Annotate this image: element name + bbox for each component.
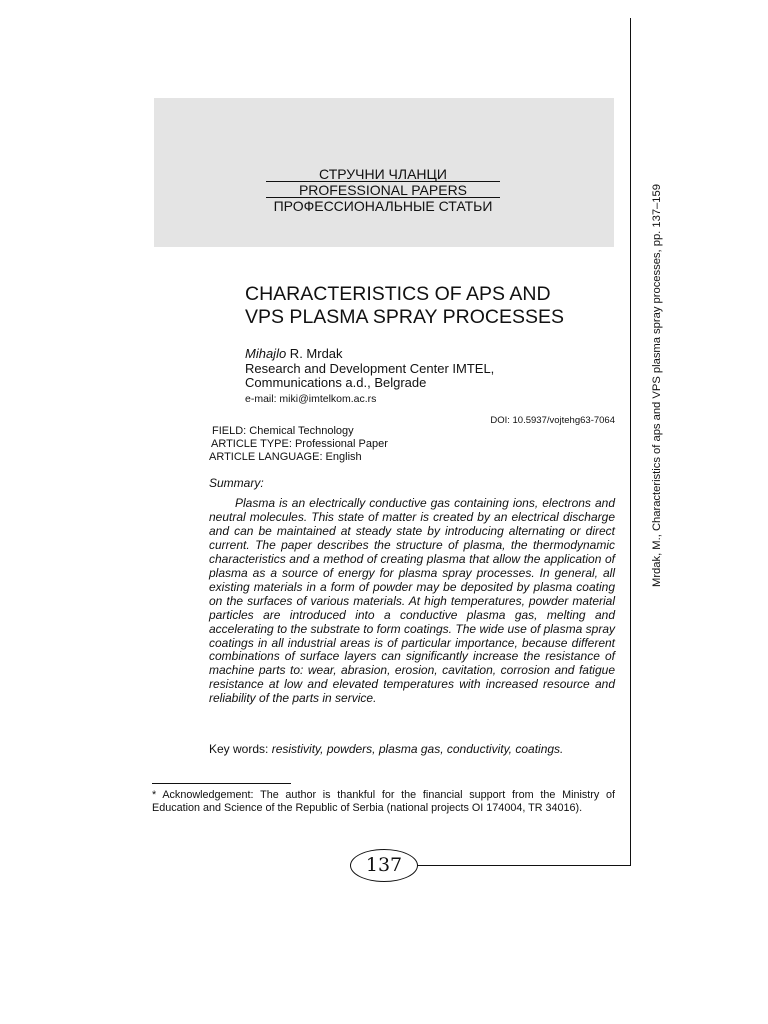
keywords-values: resistivity, powders, plasma gas, conductivity, coatings. [271,742,564,756]
footnote-divider [152,783,291,784]
section-heading-english: PROFESSIONAL PAPERS [298,182,468,198]
field-label: FIELD: Chemical Technology [212,425,354,437]
article-title [245,283,605,329]
doi[interactable]: DOI: 10.5937/vojtehg63-7064 [490,415,615,426]
section-heading-serbian: СТРУЧНИ ЧЛАНЦИ [319,166,447,182]
page-frame-horizontal-line [416,865,631,866]
article-title-line: VPS PLASMA SPRAY PROCESSES [245,306,564,328]
author-affiliation: Research and Development Center IMTEL, [245,360,495,376]
author-block [245,347,615,406]
article-title-line: CHARACTERISTICS OF APS AND [245,283,551,305]
author-surname: R. Mrdak [286,346,343,361]
acknowledgement-footnote: * Acknowledgement: The author is thankful for the financial support from the Ministry of Education and Science of the Republic of Serbia (national projects OI 174004, TR 34016). [152,789,615,815]
article-type-label: ARTICLE TYPE: Professional Paper [211,438,388,450]
page-number: 137 [350,849,418,882]
keywords-label: Key words: [209,742,272,756]
author-affiliation: Communications a.d., Belgrade [245,375,427,390]
article-language-label: ARTICLE LANGUAGE: English [209,451,362,463]
author-given-name: Mihajlo [245,346,287,361]
keywords [209,742,615,756]
running-header: Mrdak, M., Characteristics of aps and VPS plasma spray processes, pp. 137–159 [651,184,663,587]
author-name [245,347,615,362]
author-email[interactable]: e-mail: miki@imtelkom.ac.rs [245,392,377,405]
summary-heading: Summary: [209,476,264,490]
abstract-text: Plasma is an electrically conductive gas containing ions, electrons and neutral molecules. This state of matter is created by an electrical discharge and can be maintained at steady state by introducing alternating or direct current. The paper describes the structure of plasma, the thermodynamic characteristics and a method of creating plasma that allow the application of plasma as a source of energy for plasma spray processes. In general, all existing materials in a form of powder may be deposited by plasma coating on the surfaces of various materials. At high temperatures, powder material particles are introduced into a conductive plasma gas, melting and accelerating to the substrate to form coatings. The wide use of plasma spray coatings in all industrial areas is of particular importance, because different combinations of surface layers can significantly increase the resistance of machine parts to: wear, abrasion, erosion, cavitation, corrosion and fatigue resistance at low and elevated temperatures with increased resource and reliability of the parts in service. [209,496,615,706]
section-heading-russian: ПРОФЕССИОНАЛЬНЫЕ СТАТЬИ [273,198,493,214]
page-frame-vertical-line [630,18,631,866]
